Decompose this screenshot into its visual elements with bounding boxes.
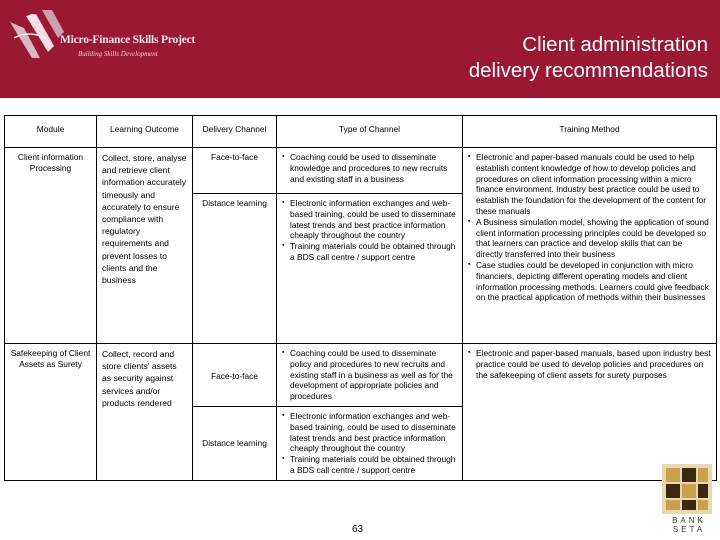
table-header-row bbox=[5, 116, 717, 148]
list-item: ▪ Case studies could be developed in conjunction with micro financiers, depicting different operating models and client information processing methods. Learners could give feedback on the practical application of methods within their businesses bbox=[468, 260, 711, 303]
title-line-1: Client administration bbox=[522, 33, 708, 56]
logo-tagline: Building Skills Development bbox=[78, 50, 158, 58]
list-item: ▪ Coaching could be used to disseminate policy and procedures to new recruits and existing staff in a business as well as for the development of appropriate policies and procedures bbox=[282, 348, 457, 402]
training-method-cell bbox=[463, 148, 717, 344]
list-item: ▪ Electronic and paper-based manuals could be used to help establish content knowledge of how to develop policies and procedures on client information processing within a micro finance environment. Industry best practice could be used to establish the foundation for the development of the content for these manuals bbox=[468, 152, 711, 217]
type-of-channel-cell bbox=[277, 148, 463, 194]
header-module: Module bbox=[5, 116, 97, 148]
table-row bbox=[5, 148, 717, 194]
type-of-channel-cell bbox=[277, 344, 463, 407]
module-cell: Client information Processing bbox=[5, 148, 97, 344]
type-of-channel-cell bbox=[277, 194, 463, 344]
list-item: ▪ Electronic information exchanges and web-based training, could be used to disseminate latest trends and best practice information cheaply throughout the country bbox=[282, 411, 457, 454]
header-type-of-channel: Type of Channel bbox=[277, 116, 463, 148]
training-method-cell bbox=[463, 344, 717, 481]
header-learning-outcome: Learning Outcome bbox=[97, 116, 193, 148]
delivery-channel-cell: Face-to-face bbox=[193, 148, 277, 194]
title-line-2: delivery recommendations bbox=[468, 59, 708, 82]
learning-outcome-cell: Collect, record and store clients' assets as security against services and/or products rendered bbox=[97, 344, 193, 481]
header-band bbox=[0, 0, 720, 98]
header-training-method: Training Method bbox=[463, 116, 717, 148]
learning-outcome-cell: Collect, store, analyse and retrieve client information accurately timeously and accurately to ensure compliance with regulatory requirements and prevent losses to clients and the business bbox=[97, 148, 193, 344]
page-title bbox=[469, 32, 708, 84]
table-row bbox=[5, 344, 717, 407]
list-item: ▪ Coaching could be used to disseminate knowledge and procedures to new recruits and existing staff in a business bbox=[282, 152, 457, 184]
page-number: 63 bbox=[352, 524, 364, 535]
list-item: ▪ Electronic and paper-based manuals, based upon industry best practice could be used to develop policies and procedures on the safekeeping of client assets for surety purposes bbox=[468, 348, 711, 380]
recommendations-table bbox=[4, 115, 717, 481]
bank-seta-text: BANK SETA bbox=[672, 516, 706, 534]
list-item: ▪ A Business simulation model, showing the application of sound client information processing principles could be developed so that learners can practice and develop skills that can be directly transferred into their business bbox=[468, 217, 711, 260]
delivery-channel-cell: Distance learning bbox=[193, 406, 277, 480]
header-delivery-channel: Delivery Channel bbox=[193, 116, 277, 148]
list-item: ▪ Training materials could be obtained through a BDS call centre / support centre bbox=[282, 241, 457, 263]
logo-name: Micro-Finance Skills Project bbox=[60, 34, 196, 46]
module-cell: Safekeeping of Client Assets as Surety bbox=[5, 344, 97, 481]
delivery-channel-cell: Distance learning bbox=[193, 194, 277, 344]
list-item: ▪ Electronic information exchanges and web-based training, could be used to disseminate latest trends and best practice information cheaply throughout the country bbox=[282, 198, 457, 241]
delivery-channel-cell: Face-to-face bbox=[193, 344, 277, 407]
list-item: ▪ Training materials could be obtained through a BDS call centre / support centre bbox=[282, 454, 457, 476]
type-of-channel-cell bbox=[277, 406, 463, 480]
